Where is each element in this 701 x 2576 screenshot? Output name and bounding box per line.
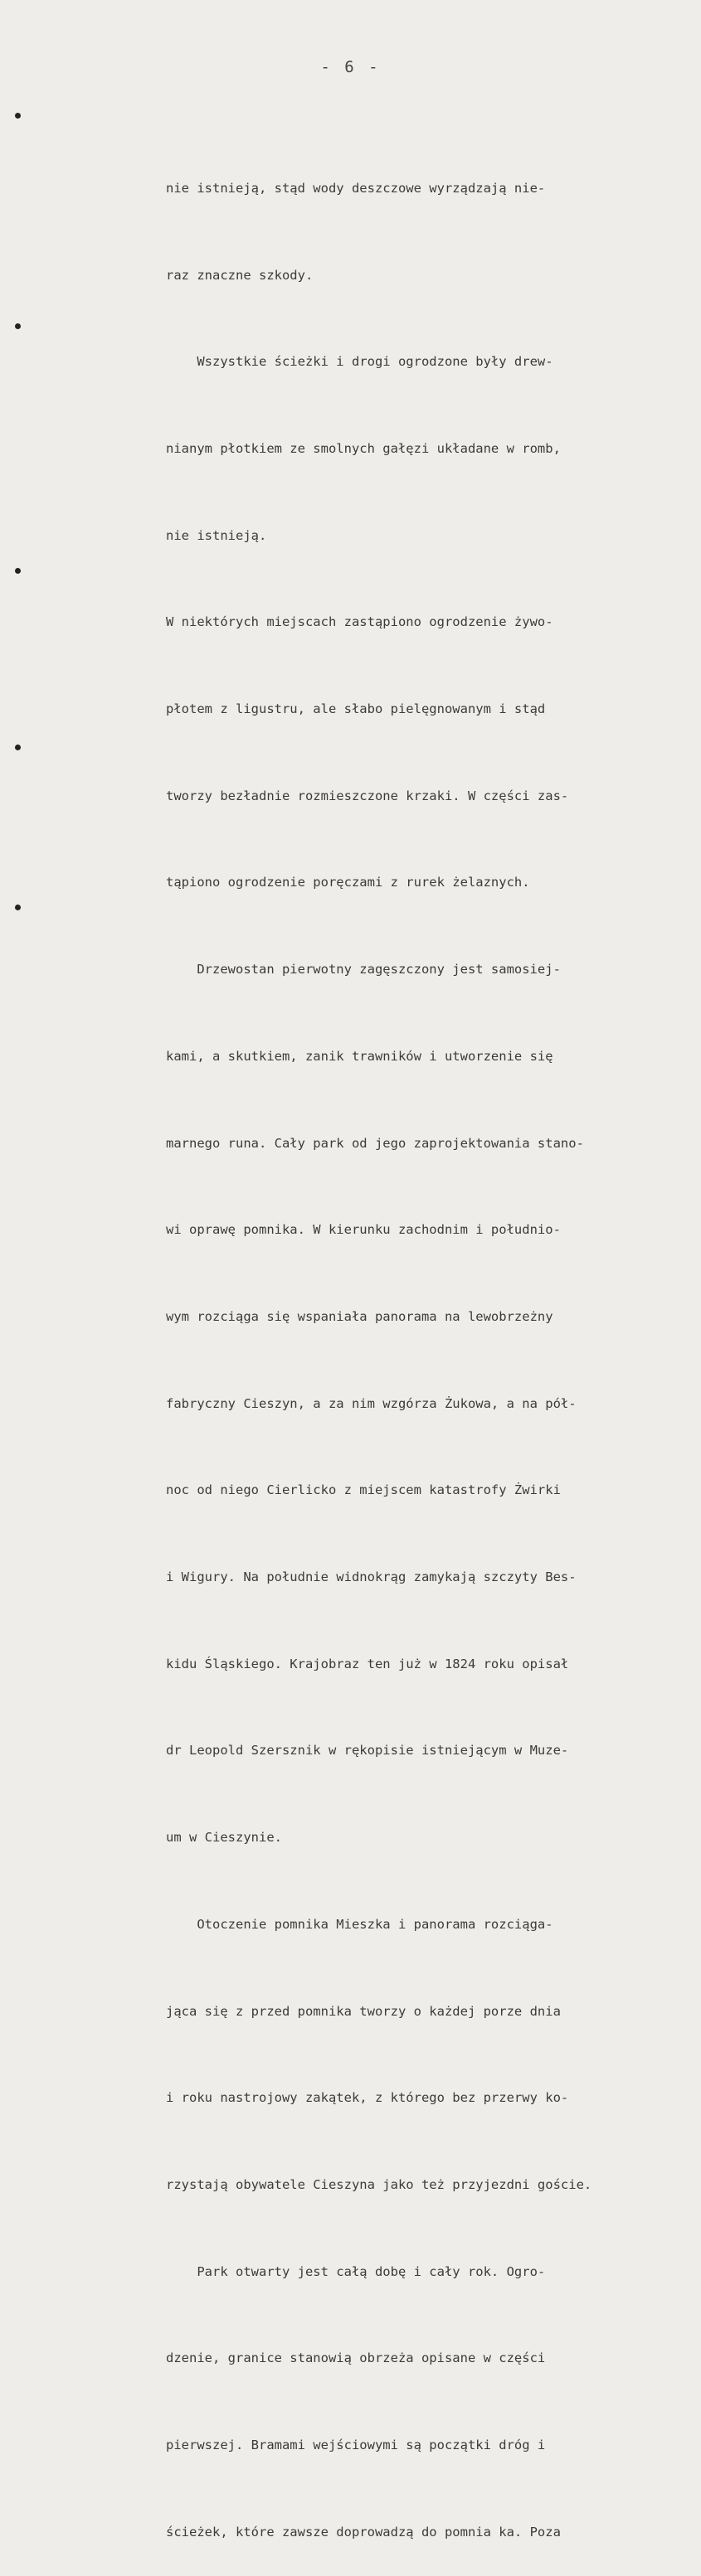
- text-line: marnego runa. Cały park od jego zaprojektowania stano-: [166, 1135, 584, 1151]
- text-line: ścieżek, które zawsze doprowadzą do pomnia ka. Poza: [166, 2524, 561, 2540]
- text-line: Drzewostan pierwotny zagęszczony jest samosiej-: [166, 962, 561, 978]
- text-line: kami, a skutkiem, zanik trawników i utworzenie się: [166, 1048, 553, 1064]
- text-line: tworzy bezładnie rozmieszczone krzaki. W części zas-: [166, 788, 569, 803]
- text-line: nianym płotkiem ze smolnych gałęzi układane w romb,: [166, 440, 561, 456]
- text-line: raz znaczne szkody.: [166, 267, 314, 283]
- text-line: nie istnieją, stąd wody deszczowe wyrządzają nie-: [166, 180, 546, 196]
- text-line: W niektórych miejscach zastąpiono ogrodzenie żywo-: [166, 614, 553, 630]
- punch-hole-mark: [15, 905, 21, 910]
- text-line: nie istnieją.: [166, 527, 267, 543]
- text-line: dr Leopold Szersznik w rękopisie istniejącym w Muze-: [166, 1743, 569, 1759]
- text-line: noc od niego Cierlicko z miejscem katastrofy Żwirki: [166, 1482, 561, 1498]
- text-line: dzenie, granice stanowią obrzeża opisane w części: [166, 2350, 546, 2366]
- text-line: wym rozciąga się wspaniała panorama na lewobrzeżny: [166, 1308, 553, 1324]
- text-line: Wszystkie ścieżki i drogi ogrodzone były drew-: [166, 354, 553, 370]
- text-line: jąca się z przed pomnika tworzy o każdej porze dnia: [166, 2003, 561, 2019]
- punch-hole-mark: [15, 323, 21, 329]
- text-line: um w Cieszynie.: [166, 1830, 282, 1846]
- text-line: pierwszej. Bramami wejściowymi są początki dróg i: [166, 2438, 546, 2453]
- text-line: wi oprawę pomnika. W kierunku zachodnim i południo-: [166, 1222, 561, 1238]
- punch-hole-mark: [15, 745, 21, 750]
- text-line: rzystają obywatele Cieszyna jako też przyjezdni goście.: [166, 2176, 592, 2192]
- text-line: płotem z ligustru, ale słabo pielęgnowanym i stąd: [166, 701, 546, 717]
- text-line: tąpiono ogrodzenie poręczami z rurek żelaznych.: [166, 875, 530, 890]
- text-line: fabryczny Cieszyn, a za nim wzgórza Żukowa, a na pół-: [166, 1395, 577, 1411]
- punch-hole-mark: [15, 113, 21, 119]
- text-line: Otoczenie pomnika Mieszka i panorama rozciąga-: [166, 1916, 553, 1932]
- text-line: kidu Śląskiego. Krajobraz ten już w 1824 roku opisał: [166, 1656, 569, 1671]
- typewritten-text: [166, 116, 664, 2576]
- page-number: - 6 -: [320, 58, 381, 76]
- text-line: i Wigury. Na południe widnokrąg zamykają szczyty Bes-: [166, 1569, 577, 1585]
- text-line: i roku nastrojowy zakątek, z którego bez przerwy ko-: [166, 2090, 569, 2106]
- text-line: Park otwarty jest całą dobę i cały rok. Ogro-: [166, 2263, 546, 2279]
- punch-hole-mark: [15, 568, 21, 574]
